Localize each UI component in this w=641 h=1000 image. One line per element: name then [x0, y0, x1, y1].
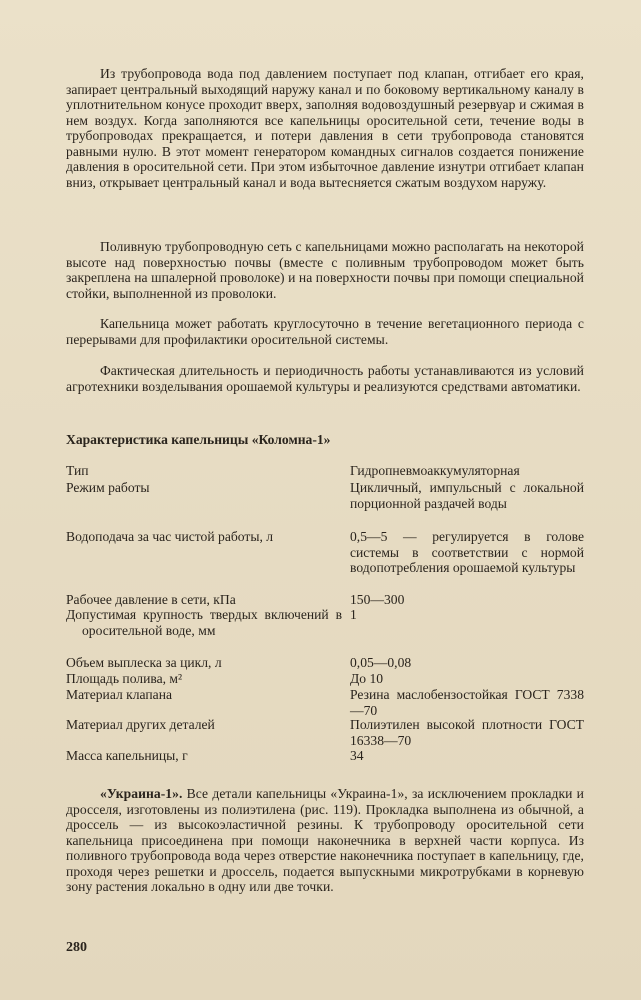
- paragraph-ukraine: [66, 786, 584, 895]
- spec-label: Рабочее давление в сети, кПа: [66, 592, 236, 607]
- spec-value: Цикличный, импульсный с локальной порционной раздачей воды: [350, 480, 584, 511]
- paragraph-valve-operation: Из трубопровода вода под давлением поступает под клапан, отгибает его края, запирает центральный выходящий наружу канал и по боковому вертикальному каналу в уплотнительном конусе проходит вверх, заполняя водовоздушный резервуар и сжимая в нем воздух. Когда заполняются все капельницы оросительной сети, течение воды в трубопроводах прекращается, и потери давления в сети трубопровода становятся равными нулю. В этот момент генератором командных сигналов создается понижение давления в оросительной сети. При этом избыточное давление изнутри отгибает клапан вниз, открывает центральный канал и вода вытесняется сжатым воздухом наружу.: [66, 66, 584, 190]
- spec-label: Площадь полива, м²: [66, 671, 183, 686]
- spec-value: Гидропневмоаккумуляторная: [350, 463, 520, 478]
- spec-label: Объем выплеска за цикл, л: [66, 655, 222, 670]
- spec-label: Материал других деталей: [66, 717, 215, 732]
- paragraph-round-the-clock: Капельница может работать круглосуточно в течение вегетационного периода с перерывами для профилактики оросительной системы.: [66, 316, 584, 347]
- spec-label: Допустимая крупность твердых включений в оросительной воде, мм: [66, 607, 342, 638]
- page-number: 280: [66, 940, 87, 955]
- spec-value: 34: [350, 748, 364, 763]
- spec-value: Полиэтилен высокой плотности ГОСТ 16338—70: [350, 717, 584, 748]
- paragraph-duration: Фактическая длительность и периодичность работы устанавливаются из условий агротехники возделывания орошаемой культуры и реализуются средствами автоматики.: [66, 363, 584, 394]
- spec-value: 0,05—0,08: [350, 655, 412, 670]
- spec-label: Режим работы: [66, 480, 150, 495]
- spec-value: До 10: [350, 671, 384, 686]
- spec-value: 150—300: [350, 592, 405, 607]
- spec-label: Материал клапана: [66, 687, 173, 702]
- spec-label: Водоподача за час чистой работы, л: [66, 529, 274, 544]
- ukraine-text: Все детали капельницы «Украина-1», за исключением прокладки и дросселя, изготовлены из полиэтилена (рис. 119). Прокладка выполнена из обычной, а дроссель — из высокоэластичной резины. К трубопроводу оросительной сети капельница присоединена при помощи наконечника в верхней части корпуса. Из поливного трубопровода вода через отверстие наконечника поступает в капельницу, где, проходя через решетки и дроссель, подается выпускными микротрубками в корневую зону растения локально в одну или две точки.: [66, 786, 584, 894]
- spec-label: Тип: [66, 463, 89, 478]
- table-title: Характеристика капельницы «Коломна-1»: [66, 432, 331, 447]
- ukraine-lead: «Украина-1».: [100, 786, 183, 801]
- spec-value: Резина маслобензостойкая ГОСТ 7338—70: [350, 687, 584, 718]
- spec-value: 0,5—5 — регулируется в голове системы в соответствии с нормой водопотребления орошаемой культуры: [350, 529, 584, 575]
- spec-value: 1: [350, 607, 357, 622]
- paragraph-network-placement: Поливную трубопроводную сеть с капельницами можно располагать на некоторой высоте над поверхностью почвы (вместе с поливным трубопроводом может быть закреплена на шпалерной проволоке) и на поверхности почвы при помощи специальной стойки, выполненной из проволоки.: [66, 239, 584, 301]
- spec-label: Масса капельницы, г: [66, 748, 188, 763]
